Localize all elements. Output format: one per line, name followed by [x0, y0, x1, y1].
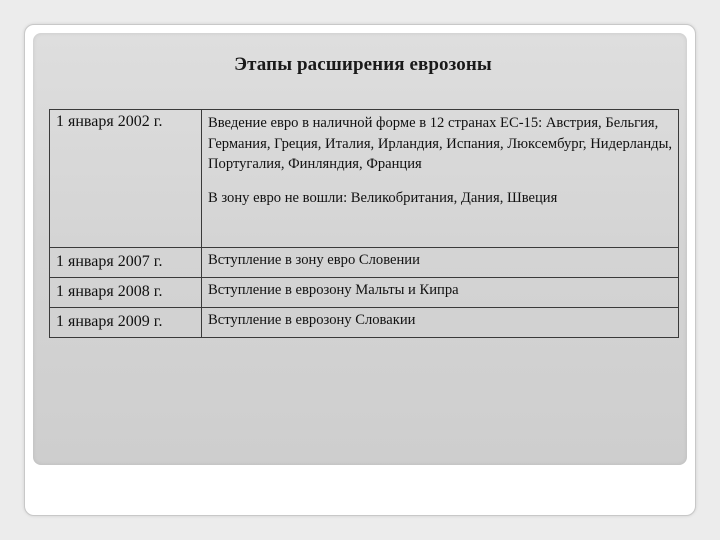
- date-cell: 1 января 2008 г.: [50, 278, 202, 308]
- event-cell: Вступление в еврозону Мальты и Кипра: [202, 278, 679, 308]
- event-cell: [202, 110, 679, 248]
- event-cell: Вступление в зону евро Словении: [202, 248, 679, 278]
- eurozone-stages-table: [49, 109, 679, 338]
- table-row: [50, 110, 679, 248]
- date-cell: 1 января 2002 г.: [50, 110, 202, 248]
- slide-title: Этапы расширения еврозоны: [234, 54, 492, 75]
- table-row: [50, 278, 679, 308]
- event-cell: Вступление в еврозону Словакии: [202, 308, 679, 338]
- event-note: В зону евро не вошли: Великобритания, Дания, Швеция: [208, 189, 558, 206]
- table-row: [50, 248, 679, 278]
- date-cell: 1 января 2007 г.: [50, 248, 202, 278]
- event-text: Введение евро в наличной форме в 12 странах ЕС-15: Австрия, Бельгия, Германия, Греция, Италия, Ирландия, Испания, Люксембург, Нидерланды, Португалия, Финляндия, Франция: [208, 115, 673, 172]
- table-row: [50, 308, 679, 338]
- date-cell: 1 января 2009 г.: [50, 308, 202, 338]
